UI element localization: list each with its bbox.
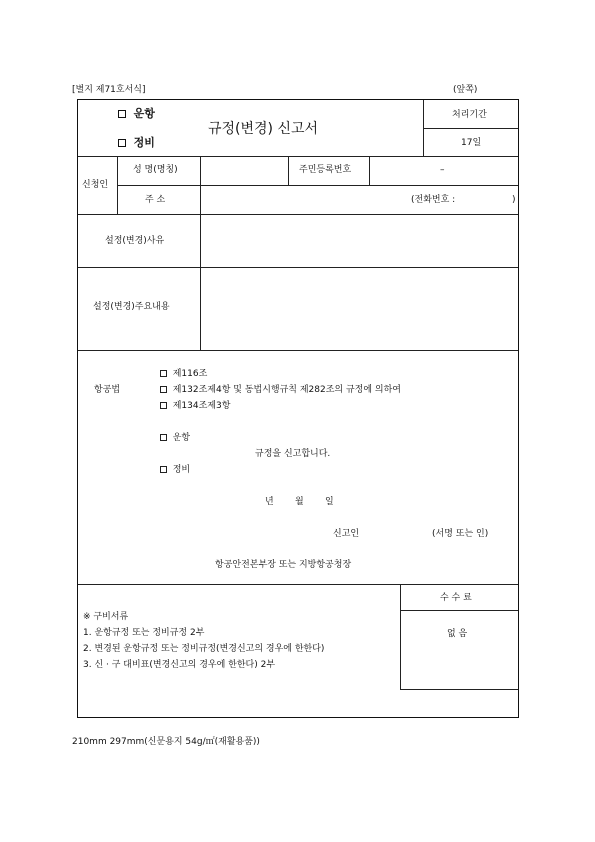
divider — [400, 584, 401, 689]
form-number: [별지 제71호서식] — [72, 85, 146, 95]
checkbox-icon — [160, 434, 167, 441]
checkbox-icon — [160, 402, 167, 409]
checkbox-icon — [118, 110, 126, 118]
divider — [117, 185, 518, 186]
date-year: 년 — [265, 497, 274, 507]
reporter-label: 신고인 — [333, 529, 360, 539]
checkbox-icon — [160, 386, 167, 393]
divider — [200, 214, 201, 350]
fee-label: 수 수 료 — [440, 593, 472, 603]
processing-period-value: 17일 — [461, 138, 482, 148]
name-label: 성 명(명칭) — [133, 165, 178, 175]
divider — [423, 128, 518, 129]
check-maintenance[interactable]: 정비 — [118, 137, 155, 148]
divider — [200, 156, 201, 214]
divider — [400, 689, 518, 690]
paper-spec: 210mm 297mm(신문용지 54g/㎡(재활용품)) — [72, 737, 260, 747]
checkbox-icon — [160, 466, 167, 473]
document-item: 2. 변경된 운항규정 또는 정비규정(변경신고의 경우에 한한다) — [83, 644, 325, 654]
registration-number-field[interactable]: – — [440, 165, 445, 175]
option-article-132[interactable]: 제132조제4항 및 동법시행규칙 제282조의 규정에 의하여 — [160, 386, 401, 395]
form-frame — [77, 99, 519, 718]
date-month: 월 — [295, 497, 304, 507]
fee-value: 없 음 — [447, 629, 468, 639]
document-item: 3. 신 · 구 대비표(변경신고의 경우에 한한다) 2부 — [83, 660, 276, 670]
phone-close: ) — [512, 195, 516, 205]
page-side-label: (앞쪽) — [453, 85, 478, 95]
divider — [400, 610, 518, 611]
check-operation[interactable]: 운항 — [118, 108, 155, 119]
divider — [78, 350, 518, 351]
divider — [78, 156, 518, 157]
document-item: 1. 운항규정 또는 정비규정 2부 — [83, 628, 205, 638]
divider — [78, 267, 518, 268]
form-title: 규정(변경) 신고서 — [208, 121, 319, 137]
required-documents-heading: ※ 구비서류 — [83, 612, 129, 622]
recipient: 항공안전본부장 또는 지방항공청장 — [215, 560, 352, 570]
declaration-statement: 규정을 신고합니다. — [255, 449, 331, 459]
divider — [288, 156, 289, 185]
applicant-label: 신청인 — [82, 180, 109, 190]
divider — [78, 214, 518, 215]
reason-label: 설정(변경)사유 — [105, 236, 165, 246]
date-day: 일 — [325, 497, 334, 507]
phone-label: (전화번호 : — [411, 195, 456, 205]
option-type-operation[interactable]: 운항 — [160, 434, 190, 443]
divider — [369, 156, 370, 185]
divider — [78, 584, 518, 585]
registration-number-label: 주민등록번호 — [299, 165, 352, 175]
option-type-maintenance[interactable]: 정비 — [160, 466, 190, 475]
law-label: 항공법 — [94, 385, 121, 395]
checkbox-icon — [118, 139, 126, 147]
processing-period-label: 처리기간 — [452, 110, 487, 120]
checkbox-icon — [160, 370, 167, 377]
address-label: 주 소 — [145, 195, 166, 205]
option-article-134[interactable]: 제134조제3항 — [160, 402, 230, 411]
option-article-116[interactable]: 제116조 — [160, 370, 207, 379]
main-content-label: 설정(변경)주요내용 — [93, 302, 170, 312]
signature-label: (서명 또는 인) — [432, 529, 489, 539]
